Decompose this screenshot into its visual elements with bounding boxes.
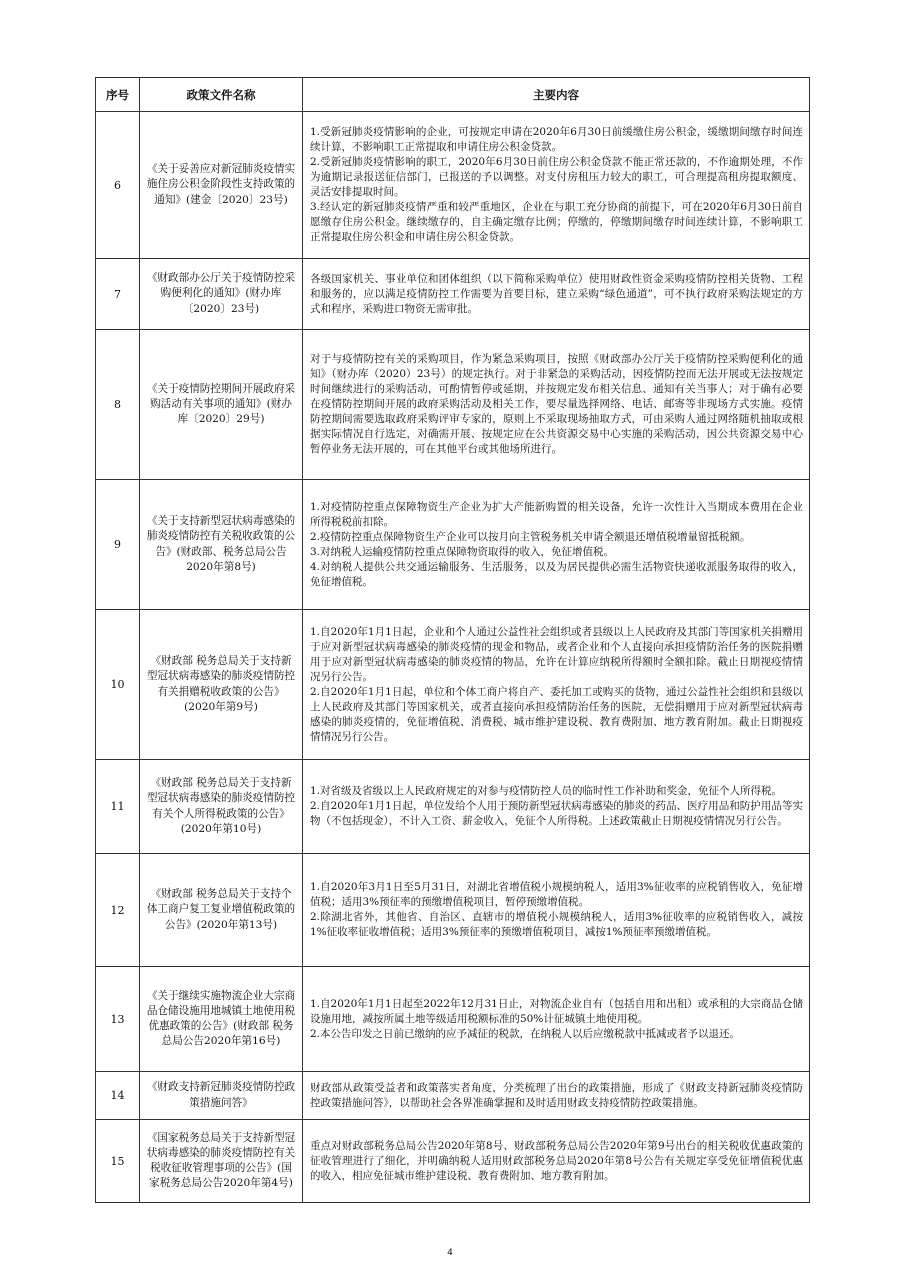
table-row [96,967,810,1072]
policy-table [95,77,810,1203]
policy-content [303,854,810,967]
content-paragraph: 4.对纳税人提供公共交通运输服务、生活服务，以及为居民提供必需生活物资快递收派服务取得的收入，免征增值税。 [310,560,803,588]
content-paragraph: 2.自2020年1月1日起，单位和个体工商户将自产、委托加工或购买的货物，通过公益性社会组织和县级以上人民政府及其部门等国家机关，或者直接向承担疫情防治任务的医院，无偿捐赠用于应对新型冠状病毒感染的肺炎疫情的，免征增值税、消费税、城市维护建设税、教育费附加、地方教育附加。截止日期视疫情情况另行公告。 [310,685,803,743]
row-number: 6 [96,112,140,259]
content-paragraph: 对于与疫情防控有关的采购项目，作为紧急采购项目，按照《财政部办公厅关于疫情防控采购便利化的通知》（财办库（2020）23号）的规定执行。对于非紧急的采购活动，因疫情防控而无法开展或无法按规定时间继续进行的采购活动，可酌情暂停或延期，并按规定发布相关信息、通知有关当事人；对于确有必要在疫情防控期间开展的政府采购活动及相关工作，要尽量选择网络、电话、邮寄等非现场方式实施。疫情防控期间需要选取政府采购评审专家的，原则上不采取现场抽取方式，可由采购人通过网络随机抽取或根据实际情况自行选定，对确需开展、按规定应在公共资源交易中心实施的采购活动，因公共资源交易中心暂停业务无法开展的，可在其他平台或其他场所进行。 [310,353,803,455]
row-number: 11 [96,760,140,854]
row-number: 13 [96,967,140,1072]
header-no: 序号 [96,78,140,112]
row-number: 14 [96,1072,140,1120]
header-name: 政策文件名称 [140,78,303,112]
policy-content [303,112,810,259]
policy-content [303,259,810,330]
table-row [96,112,810,259]
table-row [96,330,810,480]
content-paragraph: 2.疫情防控重点保障物资生产企业可以按月向主管税务机关申请全额退还增值税增量留抵税额。 [310,530,751,543]
policy-content [303,610,810,760]
content-paragraph: 1.自2020年3月1日至5月31日，对湖北省增值税小规模纳税人，适用3%征收率的应税销售收入，免征增值税；适用3%预征率的预缴增值税项目，暂停预缴增值税。 [310,881,803,908]
header-content: 主要内容 [303,78,810,112]
table-header-row [96,78,810,112]
content-paragraph: 1.对疫情防控重点保障物资生产企业为扩大产能新购置的相关设备，允许一次性计入当期成本费用在企业所得税税前扣除。 [310,500,803,528]
content-paragraph: 3.经认定的新冠肺炎疫情严重和较严重地区，企业在与职工充分协商的前提下，可在2020年6月30日前自愿缴存住房公积金。继续缴存的，自主确定缴存比例；停缴的，停缴期间缴存时间连续计算，不影响职工正常提取住房公积金和申请住房公积金贷款。 [310,201,803,243]
table-row [96,610,810,760]
content-paragraph: 1.受新冠肺炎疫情影响的企业，可按规定申请在2020年6月30日前缓缴住房公积金，缓缴期间缴存时间连续计算，不影响职工正常提取和申请住房公积金贷款。 [310,126,803,153]
table-row [96,1120,810,1203]
policy-content [303,330,810,480]
table-row [96,480,810,610]
content-paragraph: 1.自2020年1月1日起，企业和个人通过公益性社会组织或者县级以上人民政府及其部门等国家机关捐赠用于应对新型冠状病毒感染的肺炎疫情的现金和物品，或者企业和个人直接向承担疫情防治任务的医院捐赠用于应对新型冠状病毒感染的肺炎疫情的物品，允许在计算应纳税所得额时全额扣除。截止日期视疫情情况另行公告。 [310,625,803,683]
page-number: 4 [447,1248,453,1258]
content-paragraph: 重点对财政部税务总局公告2020年第8号、财政部税务总局公告2020年第9号出台的相关税收优惠政策的征收管理进行了细化，并明确纳税人适用财政部税务总局2020年第8号公告有关规定享受免征增值税优惠的收入，相应免征城市维护建设税、教育费附加、地方教育附加。 [310,1139,803,1182]
row-number: 12 [96,854,140,967]
policy-content [303,480,810,610]
table-row [96,1072,810,1120]
row-number: 10 [96,610,140,760]
content-paragraph: 2.本公告印发之日前已缴纳的应予减征的税款，在纳税人以后应缴税款中抵减或者予以退还。 [310,1027,741,1040]
content-paragraph: 财政部从政策受益者和政策落实者角度，分类梳理了出台的政策措施，形成了《财政支持新冠肺炎疫情防控政策措施问答》，以帮助社会各界准确掌握和及时适用财政支持疫情防控政策措施。 [310,1081,803,1109]
policy-content [303,967,810,1072]
policy-document-name: 《关于疫情防控期间开展政府采购活动有关事项的通知》(财办库〔2020〕29号) [140,330,303,480]
content-paragraph: 3.对纳税人运输疫情防控重点保障物资取得的收入，免征增值税。 [310,545,615,558]
table-row [96,760,810,854]
content-paragraph: 各级国家机关、事业单位和团体组织（以下简称采购单位）使用财政性资金采购疫情防控相关货物、工程和服务的，应以满足疫情防控工作需要为首要目标，建立采购“绿色通道”，可不执行政府采购法规定的方式和程序，采购进口物资无需审批。 [310,272,803,315]
row-number: 8 [96,330,140,480]
table-row [96,259,810,330]
policy-content [303,760,810,854]
policy-content [303,1120,810,1203]
policy-document-name: 《财政部办公厅关于疫情防控采购便利化的通知》(财办库〔2020〕23号) [140,259,303,330]
policy-document-name: 《财政部 税务总局关于支持新型冠状病毒感染的肺炎疫情防控有关捐赠税收政策的公告》(2020年第9号) [140,610,303,760]
policy-document-name: 《国家税务总局关于支持新型冠状病毒感染的肺炎疫情防控有关税收征收管理事项的公告》(国家税务总局公告2020年第4号) [140,1120,303,1203]
policy-document-name: 《关于继续实施物流企业大宗商品仓储设施用地城镇土地使用税优惠政策的公告》(财政部 税务总局公告2020年第16号) [140,967,303,1072]
policy-document-name: 《关于妥善应对新冠肺炎疫情实施住房公积金阶段性支持政策的通知》(建金〔2020〕23号) [140,112,303,259]
row-number: 9 [96,480,140,610]
row-number: 15 [96,1120,140,1203]
policy-content [303,1072,810,1120]
table-row [96,854,810,967]
row-number: 7 [96,259,140,330]
content-paragraph: 2.受新冠肺炎疫情影响的职工，2020年6月30日前住房公积金贷款不能正常还款的，不作逾期处理，不作为逾期记录报送征信部门，已报送的予以调整。对支付房租压力较大的职工，可合理提高租房提取额度、灵活安排提取时间。 [310,156,803,198]
content-paragraph: 2.自2020年1月1日起，单位发给个人用于预防新型冠状病毒感染的肺炎的药品、医疗用品和防护用品等实物（不包括现金），不计入工资、薪金收入，免征个人所得税。上述政策截止日期视疫情情况另行公告。 [310,800,803,827]
policy-document-name: 《关于支持新型冠状病毒感染的肺炎疫情防控有关税收政策的公告》(财政部、税务总局公告2020年第8号) [140,480,303,610]
policy-document-name: 《财政部 税务总局关于支持新型冠状病毒感染的肺炎疫情防控有关个人所得税政策的公告》(2020年第10号) [140,760,303,854]
policy-document-name: 《财政部 税务总局关于支持个体工商户复工复业增值税政策的公告》(2020年第13号) [140,854,303,967]
content-paragraph: 1.对省级及省级以上人民政府规定的对参与疫情防控人员的临时性工作补助和奖金，免征个人所得税。 [310,785,783,797]
content-paragraph: 2.除湖北省外，其他省、自治区、直辖市的增值税小规模纳税人，适用3%征收率的应税销售收入，减按1%征收率征收增值税；适用3%预征率的预缴增值税项目，减按1%预征率预缴增值税。 [310,911,803,938]
content-paragraph: 1.自2020年1月1日起至2022年12月31日止，对物流企业自有（包括自用和出租）或承租的大宗商品仓储设施用地，减按所属土地等级适用税额标准的50%计征城镇土地使用税。 [310,997,803,1025]
policy-document-name: 《财政支持新冠肺炎疫情防控政策措施问答》 [140,1072,303,1120]
